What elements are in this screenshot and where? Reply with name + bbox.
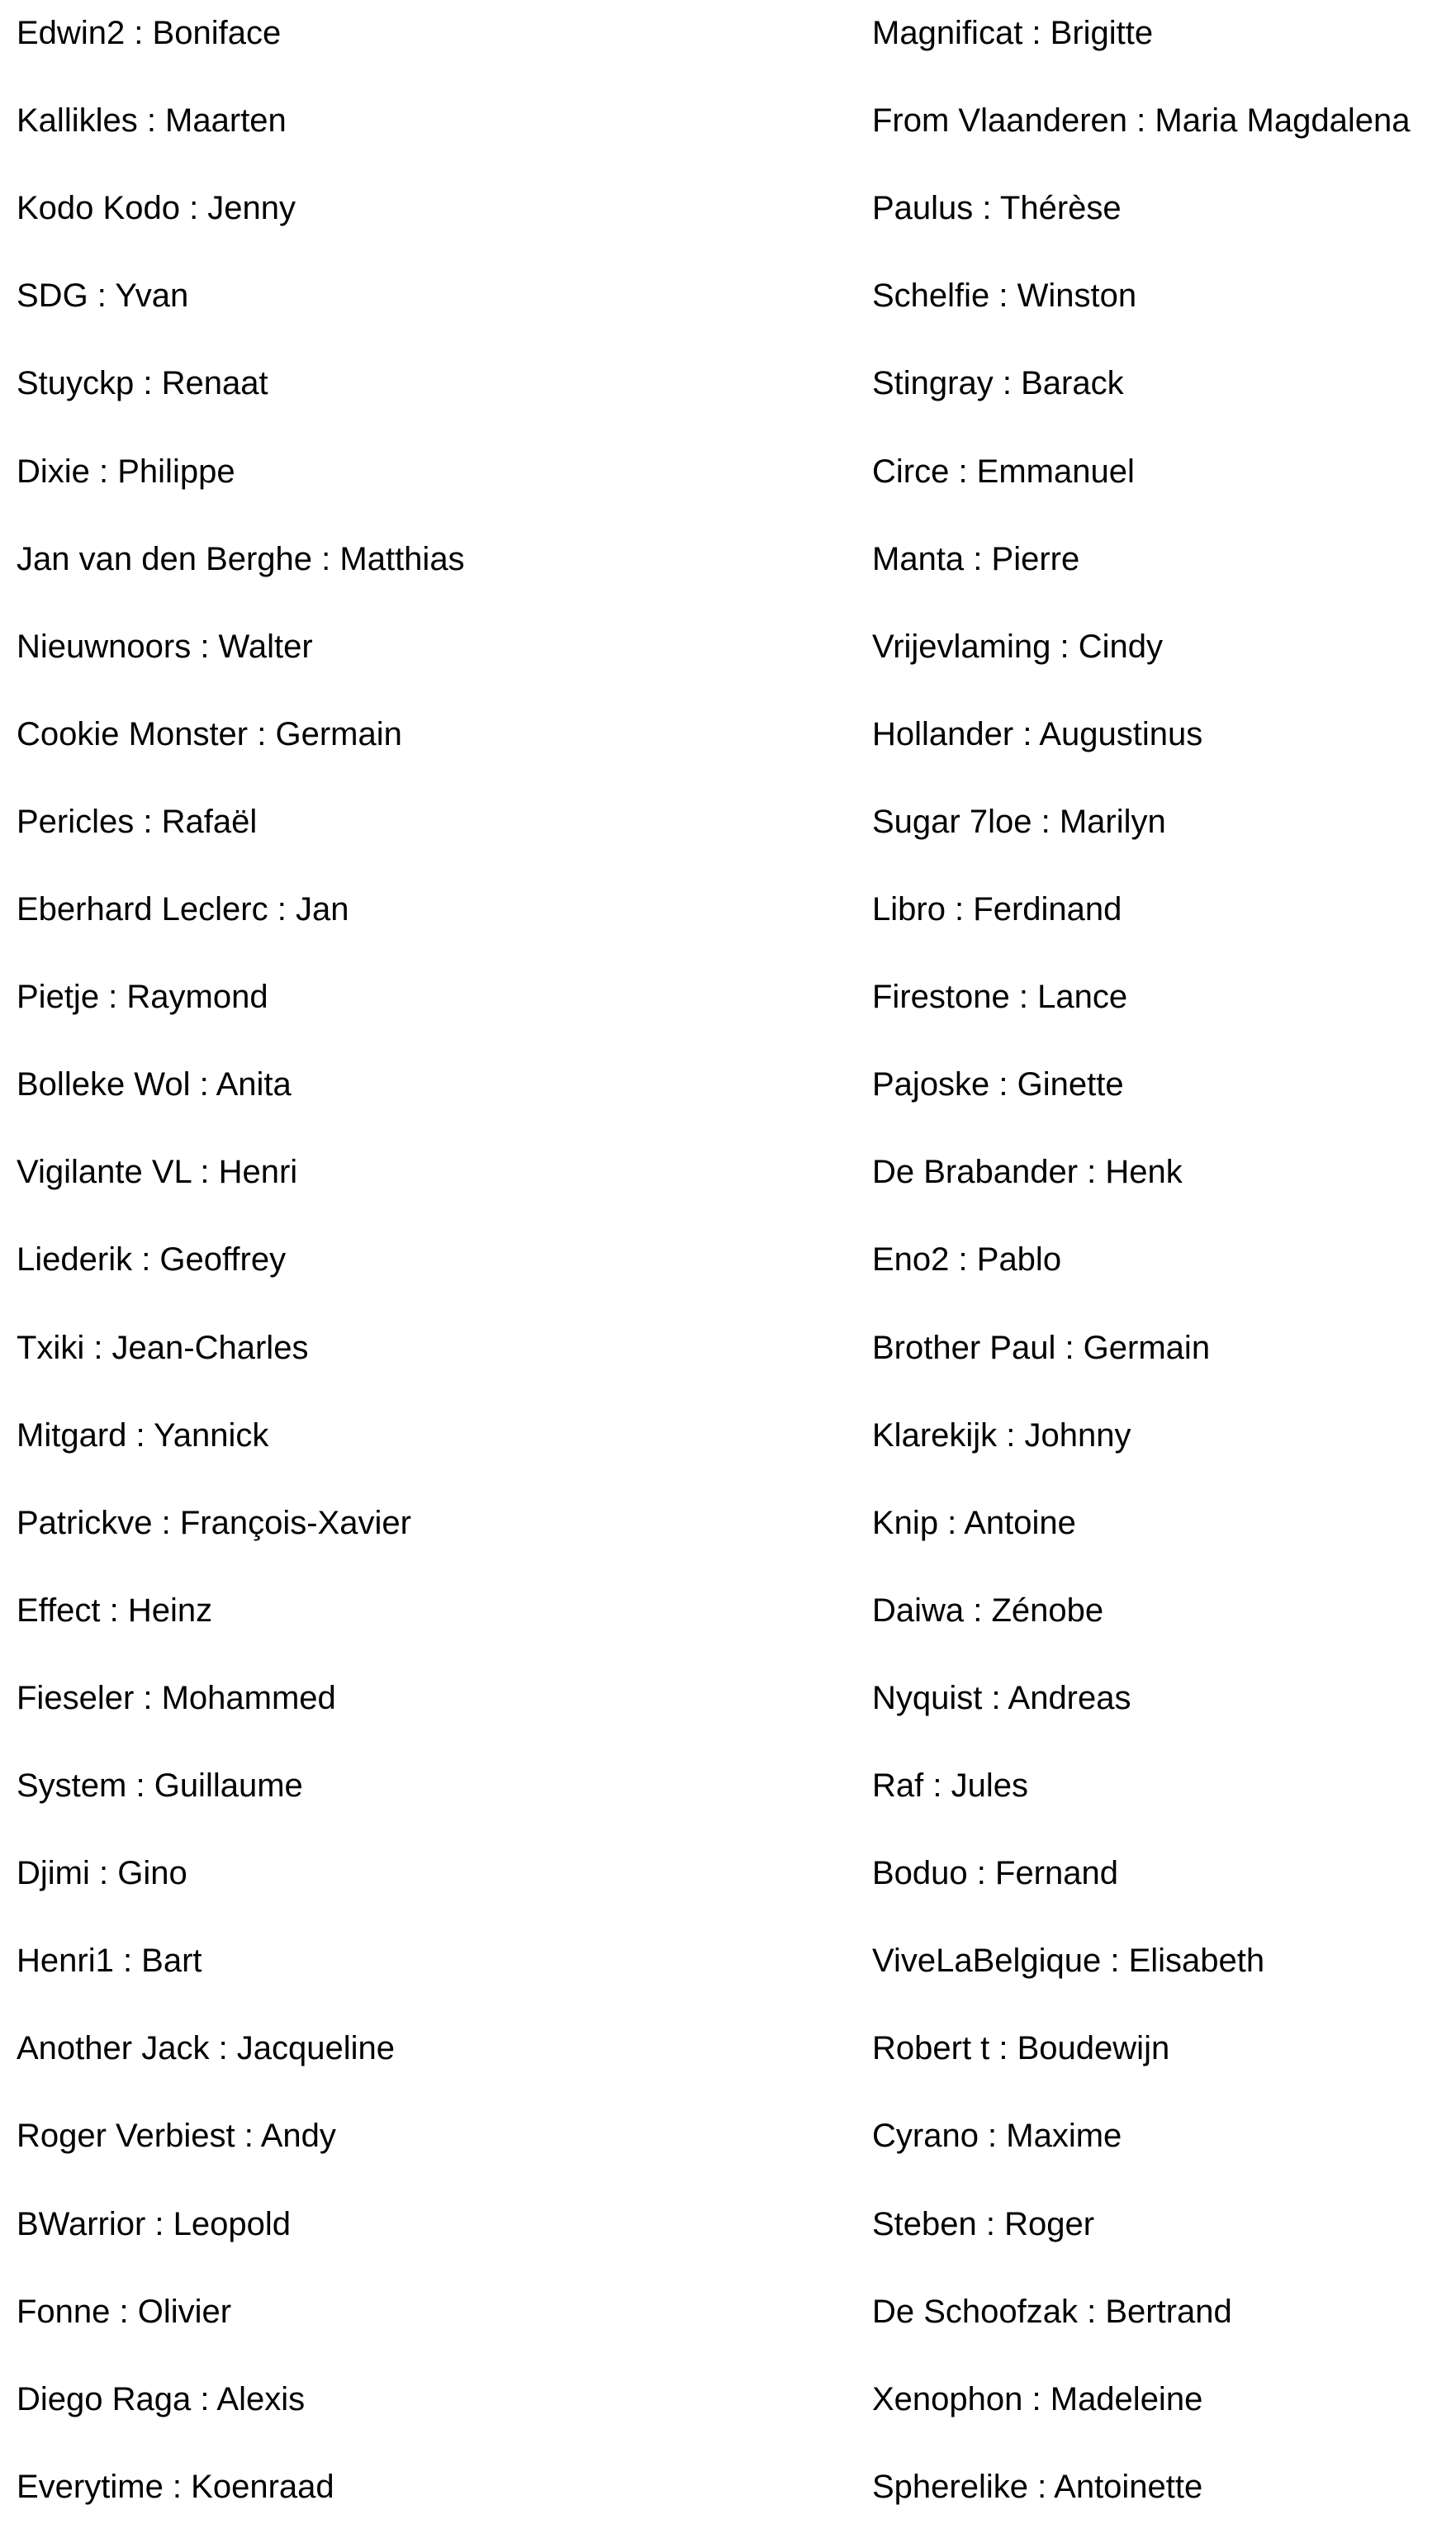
list-item: Pietje : Raymond [17, 979, 268, 1016]
list-item: Firestone : Lance [872, 979, 1128, 1016]
list-item: Eberhard Leclerc : Jan [17, 891, 349, 928]
list-item: Everytime : Koenraad [17, 2468, 334, 2505]
list-item: Knip : Antoine [872, 1504, 1076, 1541]
list-item: Diego Raga : Alexis [17, 2380, 306, 2417]
list-item: Robert t : Boudewijn [872, 2030, 1170, 2067]
list-item: Bolleke Wol : Anita [17, 1066, 292, 1103]
list-item: Cyrano : Maxime [872, 2118, 1122, 2155]
list-item: Stingray : Barack [872, 365, 1124, 402]
list-item: Circe : Emmanuel [872, 453, 1135, 490]
list-item: Mitgard : Yannick [17, 1416, 269, 1454]
list-item: Kodo Kodo : Jenny [17, 190, 296, 227]
list-item: Spherelike : Antoinette [872, 2468, 1203, 2505]
list-item: ViveLaBelgique : Elisabeth [872, 1943, 1265, 1980]
list-item: Djimi : Gino [17, 1855, 187, 1892]
list-item: Fieseler : Mohammed [17, 1679, 336, 1716]
list-item: SDG : Yvan [17, 278, 189, 315]
list-item: Jan van den Berghe : Matthias [17, 540, 465, 577]
list-item: Nyquist : Andreas [872, 1679, 1131, 1716]
list-item: Effect : Heinz [17, 1592, 213, 1629]
list-item: Boduo : Fernand [872, 1855, 1118, 1892]
list-item: Pericles : Rafaël [17, 803, 258, 840]
list-item: Daiwa : Zénobe [872, 1592, 1104, 1629]
list-item: Liederik : Geoffrey [17, 1241, 287, 1279]
list-item: Manta : Pierre [872, 540, 1080, 577]
list-item: Hollander : Augustinus [872, 715, 1203, 752]
list-item: Nieuwnoors : Walter [17, 628, 313, 665]
list-item: De Schoofzak : Bertrand [872, 2293, 1232, 2330]
list-item: Brother Paul : Germain [872, 1329, 1211, 1366]
list-item: Raf : Jules [872, 1767, 1028, 1804]
list-item: Stuyckp : Renaat [17, 365, 268, 402]
list-item: Dixie : Philippe [17, 453, 235, 490]
list-item: Roger Verbiest : Andy [17, 2118, 336, 2155]
list-item: Steben : Roger [872, 2205, 1095, 2242]
list-item: Txiki : Jean-Charles [17, 1329, 309, 1366]
list-item: Kallikles : Maarten [17, 102, 287, 140]
list-item: Pajoske : Ginette [872, 1066, 1124, 1103]
list-item: Schelfie : Winston [872, 278, 1137, 315]
list-item: BWarrior : Leopold [17, 2205, 291, 2242]
list-item: Henri1 : Bart [17, 1943, 202, 1980]
list-item: De Brabander : Henk [872, 1154, 1183, 1191]
list-item: Cookie Monster : Germain [17, 715, 402, 752]
list-item: Edwin2 : Boniface [17, 15, 282, 51]
list-item: Magnificat : Brigitte [872, 15, 1154, 51]
list-item: Xenophon : Madeleine [872, 2380, 1203, 2417]
list-item: Vrijevlaming : Cindy [872, 628, 1163, 665]
list-item: Paulus : Thérèse [872, 190, 1122, 227]
list-item: Patrickve : François-Xavier [17, 1504, 411, 1541]
list-item: Eno2 : Pablo [872, 1241, 1062, 1279]
list-item: Sugar 7loe : Marilyn [872, 803, 1166, 840]
list-item: Klarekijk : Johnny [872, 1416, 1131, 1454]
list-item: Another Jack : Jacqueline [17, 2030, 396, 2067]
list-item: Libro : Ferdinand [872, 891, 1122, 928]
list-item: System : Guillaume [17, 1767, 303, 1804]
list-item: Vigilante VL : Henri [17, 1154, 298, 1191]
list-item: From Vlaanderen : Maria Magdalena [872, 102, 1411, 140]
list-item: Fonne : Olivier [17, 2293, 232, 2330]
